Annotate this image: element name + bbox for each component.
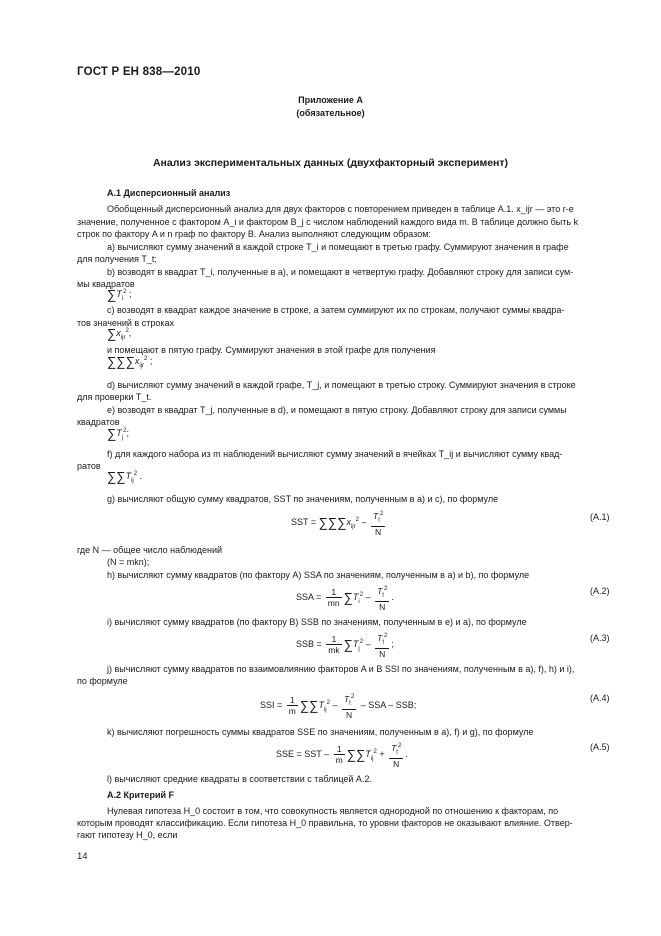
annex-title: Приложение А [298,95,363,105]
sum-x-squared: $\sum x_{ijr}^2$, [107,326,132,341]
paragraph-line: h) вычисляют сумму квадратов (по фактору A) SSA по значениям, полученным в а) и b), по формуле [107,570,530,580]
paragraph-line: тов значений в строках [77,318,174,328]
annex-subtitle: (обязательное) [296,108,365,118]
paragraph-line: Обобщенный дисперсионный анализ для двух факторов с повторением приведен в таблице А.1. x_ijr — это r-е [107,204,574,214]
paragraph-line: ратов [77,461,101,471]
formula-a5-number: (А.5) [590,742,610,752]
formula-a3: SSB = $\frac{1}{mk}$ $\sum T_j^2$ – $\frac{T_t^2}{N}$ ; [296,632,394,659]
paragraph-line: мы квадратов [77,279,135,289]
paragraph-line: j) вычисляют сумму квадратов по взаимовлиянию факторов A и B SSI по значениям, полученным в а), f), h) и i), [107,664,575,674]
paragraph-line: е) возводят в квадрат T_j, полученные в d), и помещают в пятую строку. Добавляют строку для записи суммы [107,405,567,415]
formula-a2-lhs: SSA = [296,592,322,603]
paragraph-line: f) для каждого набора из m наблюдений вычисляют сумму значений в ячейках T_ij и вычисляют сумму квад- [107,449,563,459]
formula-a2-number: (А.2) [590,586,610,596]
paragraph-line: значение, полученное с фактором A_i и фактором B_j с числом наблюдений каждого вида m. В таблице должно быть k [77,217,579,227]
paragraph-line: l) вычисляют средние квадраты в соответствии с таблицей А.2. [107,774,372,784]
section-a1-title: А.1 Дисперсионный анализ [107,188,231,198]
formula-a1: SST = $\sum\sum\sum x_{ijr}^2$ – $\frac{T_t^2}{N}$ [291,510,384,537]
paragraph-line: для проверки T_t. [77,392,152,402]
formula-a3-lhs: SSB = [296,639,322,650]
paragraph-line: и помещают в пятую графу. Суммируют значения в этой графе для получения [107,345,436,355]
paragraph-line: квадратов [77,417,120,427]
page-number: 14 [77,851,88,862]
formula-a5-lhs: SSE = SST – [276,749,330,760]
paragraph-line: g) вычисляют общую сумму квадратов, SST по значениям, полученным в а) и с), по формуле [107,494,499,504]
triple-sum-x-squared: $\sum\sum\sum x_{ijr}^2$ ; [107,354,153,369]
formula-a5: SSE = SST – $\frac{1}{m}$ $\sum\sum T_{ij}^2$ + $\frac{T_t^2}{N}$ . [276,742,408,769]
section-heading: Анализ экспериментальных данных (двухфакторный эксперимент) [152,157,509,169]
paragraph-line: i) вычисляют сумму квадратов (по фактору B) SSB по значениям, полученным в е) и а), по формуле [107,617,527,627]
paragraph-line: с) возводят в квадрат каждое значение в строке, а затем суммируют их по строкам, получают суммы квадра- [107,305,565,315]
formula-a3-number: (А.3) [590,633,610,643]
paragraph-line: d) вычисляют сумму значений в каждой графе, T_j, и помещают в третью строку. Суммируют значения в строке [107,380,576,390]
formula-a1-number: (А.1) [590,512,610,522]
formula-a4-number: (А.4) [590,693,610,703]
paragraph-line: (N = mkn); [107,557,150,567]
double-sum-tij-squared: $\sum\sum T_{ij}^2$ . [107,469,143,484]
section-a2-title: А.2 Критерий F [107,790,175,800]
formula-a4-lhs: SSI = [260,700,283,711]
paragraph-line: для получения T_t; [77,254,157,264]
sum-ti-squared: $\sum T_i^2$ ; [107,287,132,302]
document-header: ГОСТ Р ЕН 838—2010 [77,66,201,78]
paragraph-line: гают гипотезу H_0, если [77,830,178,840]
paragraph-line: по формуле [77,676,128,686]
paragraph-line: k) вычисляют погрешность суммы квадратов SSE по значениям, полученным в а), f) и g), по формуле [107,727,534,737]
paragraph-line: а) вычисляют сумму значений в каждой строке T_i и помещают в третью графу. Суммируют значения в графе [107,242,569,252]
paragraph-line: которым проводят классификацию. Если гипотеза H_0 правильна, то уровни факторов не оказывают влияние. Отвер- [77,818,573,828]
paragraph-line: где N — общее число наблюдений [77,545,222,555]
formula-a2: SSA = $\frac{1}{mn}$ $\sum T_i^2$ – $\frac{T_t^2}{N}$ . [296,585,394,612]
paragraph-line: строк по фактору A и n граф по фактору B. Анализ выполняют следующим образом: [77,229,431,239]
paragraph-line: b) возводят в квадрат T_i, полученные в а), и помещают в четвертую графу. Добавляют строку для записи сум- [107,267,574,277]
sum-tj-squared: $\sum T_j^2$; [107,426,129,441]
formula-a1-lhs: SST = [291,517,317,528]
formula-a4: SSI = $\frac{1}{m}$ $\sum\sum T_{ij}^2$ – $\frac{T_t^2}{N}$ – SSA – SSB; [260,693,417,720]
paragraph-line: Нулевая гипотеза H_0 состоит в том, что совокупность является однородной по отношению к факторам, по [107,806,559,816]
